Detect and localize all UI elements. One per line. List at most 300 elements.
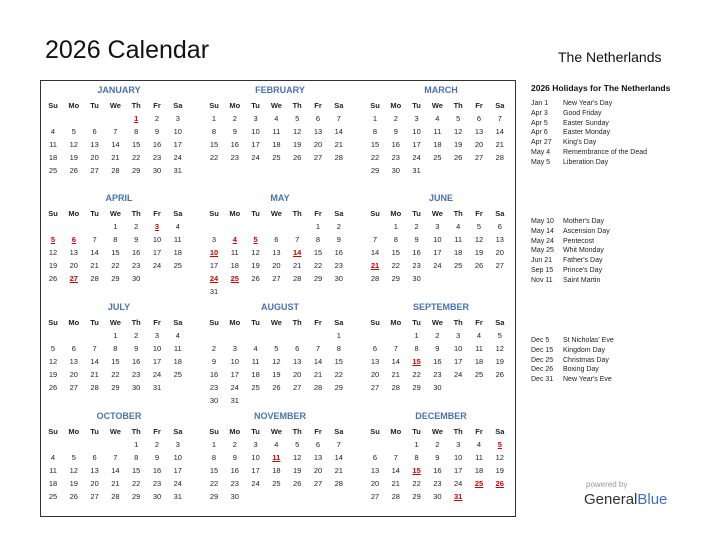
calendar-day: 20 (495, 248, 504, 257)
brand-logo[interactable] (584, 491, 667, 508)
holiday-list-name: New Year's Day (563, 100, 613, 107)
weekday-header: We (431, 209, 443, 218)
calendar-day: 2 (134, 331, 139, 340)
calendar-day: 12 (454, 127, 463, 136)
calendar-day: 22 (412, 370, 421, 379)
calendar-day: 27 (313, 479, 323, 488)
calendar-day: 22 (209, 479, 219, 488)
holiday-list-date: May 25 (531, 247, 554, 255)
calendar-day: 7 (393, 344, 398, 353)
calendar-day: 9 (134, 235, 139, 244)
calendar-day: 10 (152, 235, 162, 244)
weekday-header: Sa (495, 101, 505, 110)
calendar-day: 7 (336, 440, 341, 449)
weekday-header: Su (209, 427, 219, 436)
holiday-list-date: May 4 (531, 149, 551, 156)
calendar-day: 12 (293, 127, 302, 136)
calendar-day: 20 (90, 153, 99, 162)
calendar-day: 14 (90, 248, 99, 257)
calendar-day: 22 (412, 479, 421, 488)
weekday-header: Fr (314, 209, 322, 218)
calendar-day: 13 (474, 127, 484, 136)
calendar-day: 23 (230, 479, 239, 488)
calendar-day: 5 (71, 453, 76, 462)
calendar-day: 29 (412, 492, 421, 501)
calendar-day: 1 (372, 114, 378, 123)
calendar-day: 18 (48, 479, 58, 488)
calendar-day: 16 (391, 140, 400, 149)
calendar-day: 12 (48, 248, 58, 257)
calendar-day: 20 (69, 261, 78, 270)
calendar-day: 20 (90, 479, 99, 488)
calendar-day: 10 (412, 127, 421, 136)
calendar-day: 24 (152, 261, 162, 270)
holiday-list-date: May 5 (531, 158, 551, 166)
holiday-date: 27 (69, 274, 78, 283)
calendar-day: 29 (370, 166, 380, 175)
calendar-day: 15 (313, 248, 323, 257)
holiday-list-date: Dec 5 (531, 337, 550, 344)
weekday-header: We (431, 101, 443, 110)
calendar-day: 13 (370, 357, 380, 366)
calendar-day: 31 (412, 166, 421, 175)
calendar-day: 21 (293, 261, 302, 270)
calendar-day: 18 (272, 466, 281, 475)
weekday-header: Tu (412, 427, 421, 436)
calendar-day: 25 (272, 153, 281, 162)
calendar-day: 21 (495, 140, 504, 149)
calendar-day: 5 (476, 222, 482, 231)
calendar-day: 20 (370, 479, 380, 488)
weekday-header: Su (48, 427, 58, 436)
calendar-day: 10 (433, 235, 442, 244)
calendar-day: 7 (92, 344, 97, 353)
weekday-header: Th (131, 427, 141, 436)
holiday-list-date: Apr 5 (531, 119, 548, 127)
holiday-list-name: Liberation Day (563, 158, 609, 166)
holiday-list-date: Jun 21 (531, 257, 553, 265)
calendar-day: 4 (50, 127, 56, 136)
calendar-day: 26 (48, 383, 58, 392)
calendar-day: 15 (209, 140, 219, 149)
calendar-day: 8 (113, 235, 118, 244)
calendar-day: 23 (132, 261, 141, 270)
weekday-header: Mo (390, 209, 402, 218)
weekday-header: Sa (495, 427, 505, 436)
calendar-day: 10 (251, 453, 260, 462)
calendar-day: 6 (315, 114, 321, 123)
weekday-header: We (270, 209, 282, 218)
calendar-day: 1 (134, 440, 139, 449)
calendar-day: 12 (495, 453, 504, 462)
holiday-list-date: Sep 15 (531, 267, 554, 274)
holiday-date: 21 (370, 261, 380, 270)
weekday-header: Fr (314, 101, 322, 110)
calendar-day: 17 (412, 140, 421, 149)
weekday-header: Sa (334, 209, 344, 218)
weekday-header: Sa (334, 427, 344, 436)
weekday-header: Sa (334, 318, 344, 327)
month-name: SEPTEMBER (412, 302, 469, 312)
calendar-day: 30 (433, 492, 442, 501)
calendar-day: 12 (69, 466, 78, 475)
calendar-day: 1 (211, 440, 217, 449)
calendar-day: 24 (251, 153, 260, 162)
calendar-day: 9 (232, 453, 237, 462)
calendar-day: 27 (90, 166, 99, 175)
weekday-header: Sa (173, 209, 183, 218)
calendar-day: 7 (372, 235, 378, 244)
holiday-date: 15 (412, 466, 421, 475)
calendar-day: 29 (391, 274, 400, 283)
calendar-day: 19 (48, 370, 58, 379)
calendar-day: 26 (474, 261, 484, 270)
calendar-day: 7 (92, 235, 97, 244)
calendar-day: 18 (433, 140, 442, 149)
calendar-day: 18 (173, 248, 182, 257)
calendar-day: 9 (435, 453, 440, 462)
calendar-day: 16 (334, 248, 343, 257)
calendar-day: 8 (414, 344, 419, 353)
calendar-day: 27 (272, 274, 281, 283)
calendar-day: 5 (274, 344, 279, 353)
holiday-date: 15 (412, 357, 421, 366)
calendar-day: 18 (454, 248, 463, 257)
calendar-day: 12 (48, 357, 58, 366)
calendar-day: 14 (334, 453, 343, 462)
holiday-list-date: May 24 (531, 237, 554, 245)
calendar-day: 9 (414, 235, 419, 244)
calendar-day: 19 (69, 479, 78, 488)
calendar-day: 11 (475, 453, 483, 462)
weekday-header: Th (292, 209, 302, 218)
calendar-day: 29 (334, 383, 343, 392)
brand-name-part2: Blue (637, 491, 668, 508)
calendar-day: 10 (251, 127, 260, 136)
calendar-day: 30 (132, 274, 141, 283)
calendar-day: 10 (173, 127, 182, 136)
calendar-day: 7 (497, 114, 502, 123)
calendar-day: 15 (132, 140, 141, 149)
calendar-day: 3 (175, 114, 180, 123)
weekday-header: Fr (314, 427, 322, 436)
calendar-day: 12 (69, 140, 78, 149)
weekday-header: Sa (334, 101, 344, 110)
holiday-list-name: Easter Monday (563, 129, 611, 137)
calendar-day: 31 (230, 396, 239, 405)
calendar-day: 29 (111, 383, 120, 392)
calendar-day: 29 (132, 166, 141, 175)
weekday-header: Th (131, 318, 141, 327)
calendar-day: 13 (69, 357, 78, 366)
calendar-day: 24 (152, 370, 162, 379)
calendar-day: 20 (370, 370, 380, 379)
calendar-day: 5 (456, 114, 461, 123)
calendar-day: 16 (152, 466, 162, 475)
month-name: JUNE (428, 193, 453, 203)
calendar-day: 19 (293, 140, 302, 149)
calendar-day: 6 (295, 344, 300, 353)
calendar-day: 25 (474, 370, 484, 379)
calendar-day: 16 (433, 357, 442, 366)
holiday-list-name: Kingdom Day (563, 346, 606, 354)
calendar-day: 2 (414, 222, 419, 231)
calendar-day: 3 (232, 344, 237, 353)
calendar-day: 10 (230, 357, 239, 366)
calendar-day: 14 (111, 466, 120, 475)
calendar-day: 26 (272, 383, 281, 392)
calendar-day: 23 (230, 153, 239, 162)
calendar-day: 17 (454, 357, 463, 366)
holiday-date: 5 (50, 235, 56, 244)
holiday-list-date: Dec 26 (531, 366, 554, 374)
weekday-header: Fr (153, 427, 161, 436)
weekday-header: We (431, 318, 443, 327)
calendar-day: 17 (173, 140, 182, 149)
weekday-header: Mo (390, 318, 402, 327)
weekday-header: We (109, 209, 121, 218)
calendar-day: 4 (456, 222, 461, 231)
calendar-day: 18 (474, 466, 484, 475)
calendar-day: 28 (90, 383, 99, 392)
calendar-day: 27 (495, 261, 504, 270)
calendar-day: 11 (272, 127, 281, 136)
calendar-day: 31 (152, 383, 162, 392)
calendar-day: 1 (113, 222, 118, 231)
holiday-list-name: Remembrance of the Dead (563, 149, 648, 156)
calendar-day: 6 (274, 235, 279, 244)
month-name: APRIL (105, 193, 133, 203)
calendar-day: 4 (274, 440, 279, 449)
calendar-day: 23 (391, 153, 400, 162)
calendar-day: 24 (230, 383, 239, 392)
calendar-day: 18 (272, 140, 281, 149)
calendar-day: 20 (313, 140, 323, 149)
calendar-day: 4 (476, 331, 482, 340)
calendar-day: 17 (230, 370, 239, 379)
calendar-day: 1 (211, 114, 217, 123)
holiday-date: 5 (253, 235, 258, 244)
calendar-day: 13 (370, 466, 380, 475)
month-name: JULY (107, 302, 131, 312)
calendar-day: 6 (315, 440, 321, 449)
calendar-day: 12 (474, 235, 484, 244)
calendar-day: 9 (336, 235, 341, 244)
calendar-day: 25 (454, 261, 463, 270)
calendar-day: 24 (412, 153, 421, 162)
calendar-day: 27 (293, 383, 302, 392)
calendar-day: 27 (370, 383, 380, 392)
calendar-day: 29 (412, 383, 421, 392)
calendar-day: 21 (90, 370, 99, 379)
calendar-day: 29 (313, 274, 323, 283)
weekday-header: Tu (412, 101, 421, 110)
calendar-day: 17 (152, 248, 162, 257)
calendar-day: 2 (211, 344, 217, 353)
weekday-header: Su (370, 318, 380, 327)
calendar-day: 6 (92, 127, 97, 136)
calendar-day: 6 (372, 453, 378, 462)
calendar-day: 15 (111, 248, 120, 257)
calendar-day: 13 (90, 466, 99, 475)
holidays-title: 2026 Holidays for The Netherlands (531, 83, 671, 93)
calendar-day: 4 (175, 222, 180, 231)
holiday-date: 25 (474, 479, 484, 488)
calendar-day: 25 (251, 383, 260, 392)
calendar-day: 14 (391, 466, 400, 475)
weekday-header: We (270, 427, 282, 436)
calendar-day: 15 (334, 357, 343, 366)
calendar-day: 30 (391, 166, 400, 175)
calendar-day: 17 (152, 357, 162, 366)
holiday-date: 4 (232, 235, 237, 244)
calendar-day: 8 (315, 235, 321, 244)
month-name: MARCH (424, 85, 458, 95)
calendar-day: 30 (152, 166, 162, 175)
weekday-header: Th (292, 101, 302, 110)
weekday-header: Su (48, 318, 58, 327)
holiday-list-name: Easter Sunday (563, 119, 609, 127)
holiday-date: 1 (134, 114, 139, 123)
weekday-header: Su (48, 209, 58, 218)
calendar-day: 8 (211, 453, 217, 462)
weekday-header: Fr (153, 209, 161, 218)
weekday-header: Mo (390, 101, 402, 110)
calendar-day: 31 (173, 492, 182, 501)
calendar-day: 25 (48, 166, 58, 175)
calendar-day: 11 (173, 235, 182, 244)
holiday-list-date: Apr 3 (531, 109, 548, 117)
calendar-day: 6 (372, 344, 378, 353)
calendar-day: 14 (370, 248, 380, 257)
calendar-day: 19 (495, 466, 504, 475)
holiday-date: 14 (293, 248, 302, 257)
calendar-day: 13 (313, 453, 323, 462)
holiday-date: 26 (495, 479, 504, 488)
weekday-header: Tu (90, 209, 99, 218)
calendar-day: 25 (48, 492, 58, 501)
calendar-day: 3 (435, 222, 440, 231)
calendar-day: 5 (50, 344, 56, 353)
calendar-day: 17 (209, 261, 219, 270)
calendar-day: 1 (113, 331, 118, 340)
calendar-day: 6 (92, 453, 97, 462)
weekday-header: We (109, 318, 121, 327)
calendar-day: 2 (435, 440, 440, 449)
calendar-day: 3 (456, 331, 461, 340)
calendar-day: 7 (295, 235, 300, 244)
calendar-day: 3 (253, 114, 258, 123)
calendar-day: 30 (334, 274, 343, 283)
calendar-day: 2 (393, 114, 398, 123)
calendar-day: 26 (293, 479, 302, 488)
calendar-day: 22 (111, 261, 120, 270)
calendar-day: 15 (391, 248, 400, 257)
calendar-day: 9 (154, 127, 160, 136)
calendar-day: 13 (313, 127, 323, 136)
calendar-day: 2 (154, 114, 160, 123)
weekday-header: Su (370, 209, 380, 218)
calendar-day: 24 (173, 153, 182, 162)
weekday-header: Sa (173, 101, 183, 110)
calendar-day: 3 (154, 331, 160, 340)
calendar-day: 7 (393, 453, 398, 462)
weekday-header: Mo (229, 209, 241, 218)
month-name: OCTOBER (96, 411, 142, 421)
weekday-header: We (431, 427, 443, 436)
calendar-day: 24 (173, 479, 182, 488)
weekday-header: Su (48, 101, 58, 110)
weekday-header: Tu (251, 101, 260, 110)
calendar-day: 30 (433, 383, 442, 392)
calendar-day: 16 (412, 248, 421, 257)
calendar-day: 21 (111, 479, 120, 488)
calendar-day: 28 (293, 274, 302, 283)
weekday-header: Mo (68, 427, 80, 436)
calendar-day: 28 (334, 479, 343, 488)
calendar-day: 6 (476, 114, 482, 123)
holiday-date: 3 (154, 222, 160, 231)
calendar-day: 9 (134, 344, 139, 353)
calendar-day: 30 (230, 492, 239, 501)
calendar-day: 23 (152, 479, 162, 488)
calendar-day: 4 (175, 331, 180, 340)
calendar-day: 29 (132, 492, 141, 501)
calendar-day: 9 (435, 344, 440, 353)
holiday-list-date: May 14 (531, 227, 554, 235)
weekday-header: Fr (475, 101, 483, 110)
weekday-header: Mo (68, 209, 80, 218)
month-name: MAY (270, 193, 290, 203)
calendar-day: 15 (111, 357, 120, 366)
holiday-list-date: Dec 25 (531, 356, 554, 364)
calendar-day: 6 (497, 222, 502, 231)
calendar-day: 23 (132, 370, 141, 379)
calendar-day: 1 (336, 331, 341, 340)
calendar-day: 19 (69, 153, 78, 162)
calendar-day: 16 (230, 466, 239, 475)
calendar-day: 23 (433, 479, 442, 488)
calendar-day: 20 (313, 466, 323, 475)
calendar-day: 28 (111, 166, 120, 175)
calendar-day: 27 (90, 492, 99, 501)
calendar-day: 14 (391, 357, 400, 366)
weekday-header: We (270, 101, 282, 110)
calendar-day: 26 (454, 153, 463, 162)
calendar-day: 23 (209, 383, 219, 392)
calendar-day: 9 (211, 357, 217, 366)
calendar-day: 22 (111, 370, 120, 379)
calendar-day: 8 (134, 453, 139, 462)
month-name: FEBRUARY (255, 85, 305, 95)
calendar-day: 13 (69, 248, 78, 257)
calendar-day: 9 (232, 127, 237, 136)
calendar-day: 30 (209, 396, 219, 405)
calendar-day: 16 (152, 140, 162, 149)
calendar-day: 7 (113, 453, 118, 462)
weekday-header: Tu (90, 101, 99, 110)
calendar-day: 5 (295, 114, 300, 123)
holiday-list-date: Apr 6 (531, 129, 548, 137)
calendar-day: 14 (111, 140, 120, 149)
weekday-header: Su (370, 427, 380, 436)
weekday-header: Tu (412, 209, 421, 218)
holiday-list-date: Apr 27 (531, 139, 552, 147)
holiday-list-name: Pentecost (563, 237, 595, 245)
calendar-day: 9 (154, 453, 160, 462)
calendar-day: 22 (391, 261, 400, 270)
holiday-list-name: Ascension Day (563, 227, 610, 235)
